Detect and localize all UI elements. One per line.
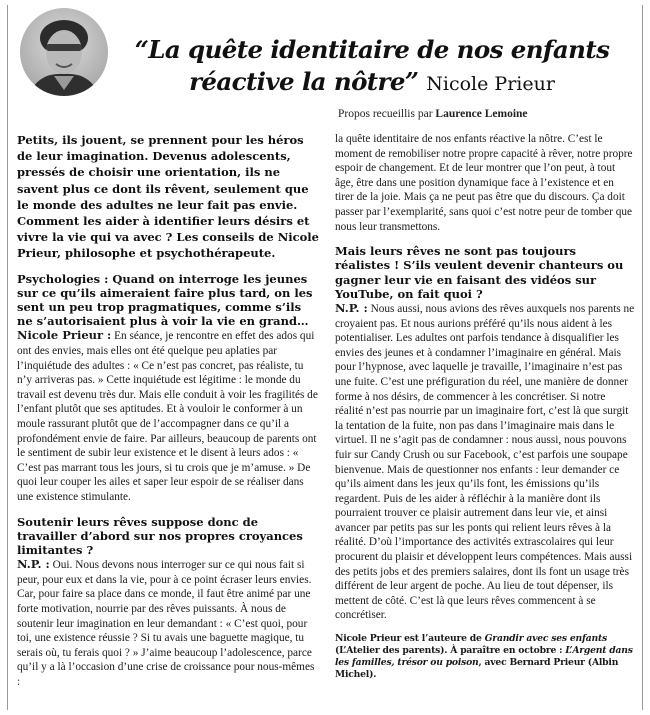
answer-3-text: Nous aussi, nous avions des rêves auxquels nos parents ne croyaient pas. Et nous aurions préféré qu’ils nous aident à les potentialiser. Les adultes ont parfois tendance à disqualifier les envies des jeunes et à condamner l’imaginaire en général. Mais pour l’hypnose, avec laquelle je travaille, l’imaginaire n’est pas une fuite. C’est une préfiguration du réel, une manière de donner forme à nos désirs, de commencer à les concrétiser. Si notre réalité n’est pas nourrie par un imaginaire fort, c’est là que surgit la tentation de la fuite, non pas dans l’imaginaire mais dans le virtuel. Il ne s’agit pas de condamner : nous aussi, nous pouvons fuir sur Candy Crush ou sur Facebook, c’est parfois une soupape bienvenue. Mais de questionner nos enfants : leur demander ce qu’ils aiment dans les jeux qu’ils font, les émissions qu’ils regardent. Puis de les aider à réfléchir à la manière dont ils pourraient trouver ce plaisir autrement dans leur vie, et ainsi avancer par petits pas sur les ponts qui relient leurs rêves à la réalité. D’où l’importance des activités extrascolaires qui leur procurent du plaisir et développent leurs compétences. Mais aussi des petits jobs et des premiers salaires, dont ils font un usage très différent de leur argent de poche. Au lieu de tout dépenser, ils mettent de côté. C’est là que leurs rêves commencent à se concrétiser. [335, 302, 635, 622]
answer-3 [335, 301, 635, 623]
bio-text-2: (L’Atelier des parents). À paraître en octobre : [335, 645, 566, 657]
answer-2-part-2: la quête identitaire de nos enfants réactive la nôtre. C’est le moment de remobiliser notre propre capacité à rêver, notre propre espoir de changement. Et de leur montrer que l’on peut, à tout âge, être dans une position dynamique face à l’existence et en tirer de la joie. Mais ça ne peut pas être que du discours. Ça doit passer par l’exemplarité, sans quoi c’est notre peur de tomber que nous leur transmettons. [335, 133, 633, 233]
answer-1 [17, 328, 319, 504]
page-border-right [642, 5, 643, 710]
portrait-photo-icon [20, 8, 108, 96]
bio-book-2: L’Argent dans les familles, trésor ou poison [335, 645, 633, 669]
bio-text-1: Nicole Prieur est l’auteure de [335, 633, 485, 645]
byline-name: Laurence Lemoine [435, 108, 528, 120]
column-right [335, 132, 635, 690]
byline [338, 108, 528, 120]
bio-text-3: , avec Bernard Prieur (Albin Michel). [335, 657, 619, 681]
byline-prefix: Propos recueillis par [338, 108, 433, 120]
title-line-1: “La quête identitaire de nos enfants [134, 35, 610, 64]
speaker-label: N.P. : [17, 557, 50, 572]
answer-2-part-1 [17, 557, 319, 689]
page-border-left [7, 5, 8, 710]
author-portrait [20, 8, 108, 96]
title-author: Nicole Prieur [426, 73, 555, 95]
article-title [112, 34, 632, 100]
question-1: Psychologies : Quand on interroge les jeunes sur ce qu’ils aimeraient faire plus tard, on les sent un peu trop pragmatiques, comme s’ils ne s’autorisaient plus à voir la vie en grand… [17, 271, 313, 329]
lead-paragraph: Petits, ils jouent, se prennent pour les héros de leur imagination. Devenus adolescents, pressés de choisir une orientation, ils ne savent plus ce dont ils rêvent, seulement que le monde des adultes ne leur fait pas envie. Comment les aider à identifier leurs désirs et vivre la vie qui va avec ? Les conseils de Nicole Prieur, philosophe et psychothérapeute. [17, 133, 319, 261]
question-2: Soutenir leurs rêves suppose donc de travailler d’abord sur nos propres croyances limitantes ? [17, 514, 303, 557]
bio-book-1: Grandir avec ses enfants [484, 633, 607, 645]
speaker-label: N.P. : [335, 300, 368, 315]
speaker-label: Nicole Prieur : [17, 328, 112, 343]
answer-1-text: En séance, je rencontre en effet des ados qui ont des envies, mais elles ont été quelque peu aplaties par l’inquiétude des adultes : « Ce n’est pas concret, pas réaliste, tu n’y arriveras pas. » Cette inquiétude est légitime : le monde du travail est devenu très dur. Mais elle conduit à voir les fragilités de l’enfant plutôt que ses aptitudes. Et à vouloir le conformer à un moule rassurant plutôt que de l’accompagner dans ce qu’il a profondément envie de faire. Par ailleurs, beaucoup de parents ont le sentiment de subir leur existence et le disent à leurs ados : « C’est pas marrant tous les jours, si tu crois que je m’amuse. » De quoi leur couper les ailes et saper leur espoir de se réaliser dans une existence stimulante. [17, 330, 318, 503]
column-left [17, 132, 319, 690]
question-3: Mais leurs rêves ne sont pas toujours réalistes ! S’ils veulent devenir chanteurs ou gagner leur vie en faisant des vidéos sur YouTube, on fait quoi ? [335, 244, 624, 301]
title-line-2: réactive la nôtre” [189, 67, 419, 96]
answer-2-text-left: Oui. Nous devons nous interroger sur ce qui nous fait si peur, pour eux et dans la vie, pour à ce point écraser leurs envies. Car, pour faire sa place dans ce monde, il faut être animé par une forte motivation, nourrie par des rêves puissants. À nous de soutenir leur imagination en leur demandant : « C’est quoi, pour toi, une existence réussie ? Si tu avais une baguette magique, tu serais où, tu ferais quoi ? » J’aime beaucoup l’adolescence, parce qu’il y a là l’occasion d’une crise de croissance pour nous-mêmes : [17, 559, 315, 688]
author-bio [335, 633, 635, 681]
